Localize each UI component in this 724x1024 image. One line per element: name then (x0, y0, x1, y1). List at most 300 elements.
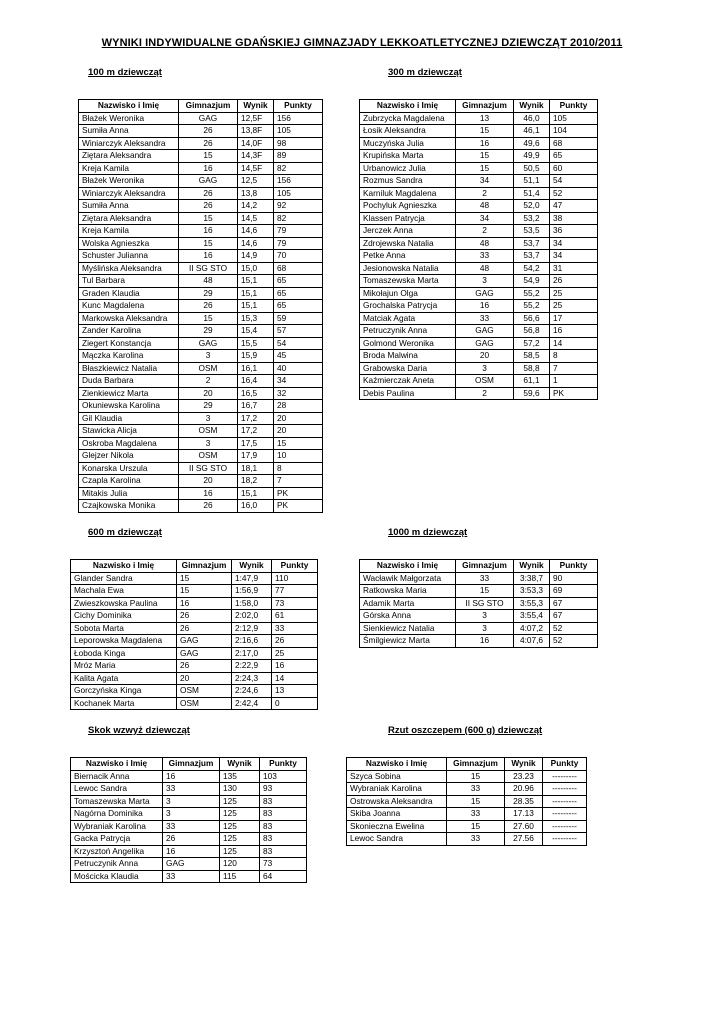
points-cell: 77 (272, 585, 318, 598)
athlete-name-cell: Oskroba Magdalena (79, 437, 179, 450)
table-row (360, 150, 598, 163)
column-header: Punkty (550, 560, 598, 573)
table-row (360, 312, 598, 325)
points-cell: PK (274, 500, 323, 513)
results-table-100m (78, 99, 323, 513)
school-cell: GAG (177, 635, 232, 648)
points-cell: 47 (550, 200, 598, 213)
table-row (360, 597, 598, 610)
school-cell: 16 (456, 300, 514, 313)
result-cell: 4:07,6 (514, 635, 550, 648)
result-cell: 1:58,0 (232, 597, 272, 610)
school-cell: 48 (456, 237, 514, 250)
school-cell: 33 (456, 250, 514, 263)
result-cell: 14,0F (238, 137, 274, 150)
athlete-name-cell: Rozmus Sandra (360, 175, 456, 188)
athlete-name-cell: Błaszkiewicz Natalia (79, 362, 179, 375)
points-cell: 79 (274, 225, 323, 238)
table-row (360, 225, 598, 238)
school-cell: 3 (179, 350, 238, 363)
result-cell: 55,2 (514, 300, 550, 313)
table-header-row (347, 758, 587, 771)
school-cell: 16 (179, 162, 238, 175)
school-cell: 16 (163, 770, 220, 783)
school-cell: 33 (163, 783, 220, 796)
result-cell: 13,8 (238, 187, 274, 200)
table-row (360, 212, 598, 225)
points-cell: 65 (550, 150, 598, 163)
athlete-name-cell: Leporowska Magdalena (71, 635, 177, 648)
points-cell: 10 (274, 450, 323, 463)
athlete-name-cell: Grochalska Patrycja (360, 300, 456, 313)
athlete-name-cell: Golmond Weronika (360, 337, 456, 350)
school-cell: 3 (456, 610, 514, 623)
table-row (71, 770, 307, 783)
athlete-name-cell: Kalita Agata (71, 672, 177, 685)
school-cell: GAG (163, 858, 220, 871)
athlete-name-cell: Markowska Aleksandra (79, 312, 179, 325)
points-cell: 83 (260, 820, 307, 833)
column-header: Punkty (272, 560, 318, 573)
athlete-name-cell: Skonieczna Ewelina (347, 820, 447, 833)
section-title-high-jump: Skok wzwyż dziewcząt (88, 725, 190, 736)
athlete-name-cell: Gorczyńska Kinga (71, 685, 177, 698)
result-cell: 2:16,6 (232, 635, 272, 648)
table-row (79, 275, 323, 288)
school-cell: GAG (456, 325, 514, 338)
result-cell: 2:22,9 (232, 660, 272, 673)
result-cell: 130 (220, 783, 260, 796)
athlete-name-cell: Mościcka Klaudia (71, 870, 163, 883)
school-cell: 26 (179, 500, 238, 513)
result-cell: 28.35 (505, 795, 543, 808)
school-cell: 29 (179, 287, 238, 300)
column-header: Gimnazjum (163, 758, 220, 771)
school-cell: OSM (179, 450, 238, 463)
result-cell: 53,7 (514, 237, 550, 250)
table-row (79, 400, 323, 413)
table-row (360, 262, 598, 275)
result-cell: 2:02,0 (232, 610, 272, 623)
table-row (79, 462, 323, 475)
column-header: Gimnazjum (456, 100, 514, 113)
column-header: Gimnazjum (177, 560, 232, 573)
school-cell: 2 (179, 375, 238, 388)
points-cell: 52 (550, 187, 598, 200)
athlete-name-cell: Tomaszewska Marta (360, 275, 456, 288)
result-cell: 14,9 (238, 250, 274, 263)
school-cell: 16 (456, 137, 514, 150)
result-cell: 125 (220, 808, 260, 821)
table-row (71, 647, 318, 660)
table-row (71, 845, 307, 858)
result-cell: 46,0 (514, 112, 550, 125)
column-header: Gimnazjum (456, 560, 514, 573)
points-cell: 1 (550, 375, 598, 388)
result-cell: 18,2 (238, 475, 274, 488)
result-cell: 12,5 (238, 175, 274, 188)
school-cell: 16 (163, 845, 220, 858)
athlete-name-cell: Mitakis Julia (79, 487, 179, 500)
result-cell: 57,2 (514, 337, 550, 350)
school-cell: GAG (177, 647, 232, 660)
table-row (360, 200, 598, 213)
results-table-high-jump (70, 757, 307, 883)
athlete-name-cell: Broda Malwina (360, 350, 456, 363)
result-cell: 15,1 (238, 287, 274, 300)
result-cell: 125 (220, 820, 260, 833)
points-cell: 52 (550, 622, 598, 635)
school-cell: 3 (456, 275, 514, 288)
points-cell: 25 (550, 287, 598, 300)
column-header: Nazwisko i Imię (79, 100, 179, 113)
table-row (360, 125, 598, 138)
points-cell: 7 (274, 475, 323, 488)
points-cell: 65 (274, 287, 323, 300)
school-cell: 16 (177, 597, 232, 610)
result-cell: 2:24,3 (232, 672, 272, 685)
points-cell: 57 (274, 325, 323, 338)
points-cell: 69 (550, 585, 598, 598)
points-cell: 15 (274, 437, 323, 450)
result-cell: 53,5 (514, 225, 550, 238)
table-row (71, 820, 307, 833)
points-cell: 54 (274, 337, 323, 350)
result-cell: 125 (220, 833, 260, 846)
school-cell: OSM (177, 697, 232, 710)
athlete-name-cell: Matciak Agata (360, 312, 456, 325)
school-cell: 26 (177, 622, 232, 635)
athlete-name-cell: Łosik Aleksandra (360, 125, 456, 138)
athlete-name-cell: Machala Ewa (71, 585, 177, 598)
table-row (79, 225, 323, 238)
athlete-name-cell: Śmilgiewicz Marta (360, 635, 456, 648)
table-row (360, 325, 598, 338)
result-cell: 14,6 (238, 225, 274, 238)
table-row (79, 475, 323, 488)
athlete-name-cell: Wacławik Małgorzata (360, 572, 456, 585)
result-cell: 14,3F (238, 150, 274, 163)
athlete-name-cell: Jesionowska Natalia (360, 262, 456, 275)
result-cell: 15,4 (238, 325, 274, 338)
table-row (347, 795, 587, 808)
athlete-name-cell: Muczyńska Julia (360, 137, 456, 150)
school-cell: 2 (456, 225, 514, 238)
result-cell: 17,2 (238, 412, 274, 425)
points-cell: 54 (550, 175, 598, 188)
school-cell: 16 (179, 250, 238, 263)
athlete-name-cell: Ziegert Konstancja (79, 337, 179, 350)
points-cell: PK (274, 487, 323, 500)
table-row (79, 200, 323, 213)
athlete-name-cell: Karniluk Magdalena (360, 187, 456, 200)
table-row (347, 770, 587, 783)
table-row (360, 337, 598, 350)
athlete-name-cell: Ziętara Aleksandra (79, 212, 179, 225)
points-cell: 38 (550, 212, 598, 225)
athlete-name-cell: Jerczek Anna (360, 225, 456, 238)
table-row (71, 795, 307, 808)
school-cell: 48 (456, 262, 514, 275)
school-cell: 26 (179, 200, 238, 213)
column-header: Gimnazjum (447, 758, 505, 771)
table-row (360, 387, 598, 400)
points-cell: 82 (274, 162, 323, 175)
result-cell: 27.56 (505, 833, 543, 846)
result-cell: 16,5 (238, 387, 274, 400)
result-cell: 125 (220, 795, 260, 808)
result-cell: 58,5 (514, 350, 550, 363)
table-row (360, 137, 598, 150)
athlete-name-cell: Debis Paulina (360, 387, 456, 400)
points-cell: 17 (550, 312, 598, 325)
school-cell: 29 (179, 325, 238, 338)
table-row (347, 833, 587, 846)
school-cell: 13 (456, 112, 514, 125)
result-cell: 16,7 (238, 400, 274, 413)
table-row (360, 275, 598, 288)
table-row (79, 150, 323, 163)
points-cell: 98 (274, 137, 323, 150)
points-cell: 26 (272, 635, 318, 648)
table-row (79, 137, 323, 150)
school-cell: 26 (179, 300, 238, 313)
school-cell: 16 (179, 225, 238, 238)
result-cell: 51,1 (514, 175, 550, 188)
points-cell: 13 (272, 685, 318, 698)
school-cell: 15 (456, 162, 514, 175)
points-cell: 73 (260, 858, 307, 871)
school-cell: OSM (177, 685, 232, 698)
athlete-name-cell: Krupińska Marta (360, 150, 456, 163)
athlete-name-cell: Adamik Marta (360, 597, 456, 610)
result-cell: 2:12,9 (232, 622, 272, 635)
points-cell: 40 (274, 362, 323, 375)
result-cell: 13,8F (238, 125, 274, 138)
table-row (347, 820, 587, 833)
table-row (71, 833, 307, 846)
result-cell: 4:07,2 (514, 622, 550, 635)
athlete-name-cell: Górska Anna (360, 610, 456, 623)
athlete-name-cell: Klassen Patrycja (360, 212, 456, 225)
section-title-100m: 100 m dziewcząt (88, 67, 162, 78)
points-cell: 83 (260, 808, 307, 821)
athlete-name-cell: Sienkiewicz Natalia (360, 622, 456, 635)
table-row (79, 237, 323, 250)
result-cell: 3:53,3 (514, 585, 550, 598)
school-cell: 26 (179, 137, 238, 150)
school-cell: 33 (447, 833, 505, 846)
athlete-name-cell: Zdrojewska Natalia (360, 237, 456, 250)
athlete-name-cell: Gil Klaudia (79, 412, 179, 425)
table-row (79, 450, 323, 463)
table-row (360, 287, 598, 300)
table-row (79, 112, 323, 125)
table-row (79, 125, 323, 138)
points-cell: 156 (274, 175, 323, 188)
athlete-name-cell: Błażek Weronika (79, 175, 179, 188)
points-cell: 73 (272, 597, 318, 610)
school-cell: 33 (163, 820, 220, 833)
school-cell: 26 (179, 187, 238, 200)
school-cell: 20 (456, 350, 514, 363)
athlete-name-cell: Gacka Patrycja (71, 833, 163, 846)
athlete-name-cell: Tul Barbara (79, 275, 179, 288)
result-cell: 120 (220, 858, 260, 871)
result-cell: 17,9 (238, 450, 274, 463)
school-cell: 3 (179, 412, 238, 425)
result-cell: 23.23 (505, 770, 543, 783)
table-header-row (71, 560, 318, 573)
school-cell: 33 (447, 808, 505, 821)
column-header: Nazwisko i Imię (360, 560, 456, 573)
table-row (79, 212, 323, 225)
points-cell: 34 (274, 375, 323, 388)
table-row (71, 858, 307, 871)
athlete-name-cell: Kreja Kamila (79, 225, 179, 238)
table-row (79, 412, 323, 425)
school-cell: 15 (179, 150, 238, 163)
athlete-name-cell: Kaźmierczak Aneta (360, 375, 456, 388)
athlete-name-cell: Wybraniak Karolina (347, 783, 447, 796)
athlete-name-cell: Mróz Maria (71, 660, 177, 673)
school-cell: 15 (179, 212, 238, 225)
table-row (79, 312, 323, 325)
points-cell: 20 (274, 412, 323, 425)
athlete-name-cell: Grabowska Daria (360, 362, 456, 375)
table-row (79, 325, 323, 338)
athlete-name-cell: Duda Barbara (79, 375, 179, 388)
result-cell: 52,0 (514, 200, 550, 213)
column-header: Wynik (232, 560, 272, 573)
points-cell: 79 (274, 237, 323, 250)
points-cell: 70 (274, 250, 323, 263)
result-cell: 54,2 (514, 262, 550, 275)
table-row (360, 350, 598, 363)
page-title: WYNIKI INDYWIDUALNE GDAŃSKIEJ GIMNAZJADY LEKKOATLETYCZNEJ DZIEWCZĄT 2010/2011 (101, 37, 623, 49)
points-cell: 82 (274, 212, 323, 225)
athlete-name-cell: Myślińska Aleksandra (79, 262, 179, 275)
points-cell: 110 (272, 572, 318, 585)
result-cell: 56,6 (514, 312, 550, 325)
school-cell: 33 (456, 572, 514, 585)
school-cell: 26 (179, 125, 238, 138)
result-cell: 16,0 (238, 500, 274, 513)
table-row (79, 487, 323, 500)
points-cell: 25 (550, 300, 598, 313)
school-cell: 16 (179, 487, 238, 500)
school-cell: II SG STO (179, 262, 238, 275)
school-cell: 34 (456, 212, 514, 225)
table-row (360, 572, 598, 585)
column-header: Gimnazjum (179, 100, 238, 113)
points-cell: 14 (550, 337, 598, 350)
table-row (79, 362, 323, 375)
school-cell: 2 (456, 187, 514, 200)
column-header: Wynik (238, 100, 274, 113)
table-row (360, 622, 598, 635)
result-cell: 54,9 (514, 275, 550, 288)
athlete-name-cell: Petruczynik Anna (360, 325, 456, 338)
school-cell: 26 (177, 660, 232, 673)
result-cell: 18,1 (238, 462, 274, 475)
result-cell: 14,5F (238, 162, 274, 175)
result-cell: 15,1 (238, 275, 274, 288)
table-row (71, 672, 318, 685)
points-cell: 7 (550, 362, 598, 375)
athlete-name-cell: Stawicka Alicja (79, 425, 179, 438)
athlete-name-cell: Okuniewska Karolina (79, 400, 179, 413)
table-row (79, 500, 323, 513)
points-cell: 83 (260, 795, 307, 808)
points-cell: 67 (550, 597, 598, 610)
table-row (79, 187, 323, 200)
athlete-name-cell: Petke Anna (360, 250, 456, 263)
school-cell: 33 (456, 312, 514, 325)
points-cell: 65 (274, 300, 323, 313)
table-row (360, 175, 598, 188)
table-row (71, 585, 318, 598)
table-row (360, 585, 598, 598)
points-cell: 83 (260, 833, 307, 846)
table-header-row (360, 560, 598, 573)
result-cell: 15,1 (238, 487, 274, 500)
table-row (71, 610, 318, 623)
table-row (79, 425, 323, 438)
points-cell: 20 (274, 425, 323, 438)
school-cell: 15 (179, 237, 238, 250)
result-cell: 51,4 (514, 187, 550, 200)
column-header: Punkty (274, 100, 323, 113)
school-cell: II SG STO (456, 597, 514, 610)
athlete-name-cell: Biernacik Anna (71, 770, 163, 783)
school-cell: 15 (456, 150, 514, 163)
points-cell: 89 (274, 150, 323, 163)
result-cell: 15,1 (238, 300, 274, 313)
athlete-name-cell: Mączka Karolina (79, 350, 179, 363)
result-cell: 53,7 (514, 250, 550, 263)
athlete-name-cell: Kochanek Marta (71, 697, 177, 710)
points-cell: --------- (543, 808, 587, 821)
points-cell: 104 (550, 125, 598, 138)
points-cell: --------- (543, 833, 587, 846)
points-cell: 52 (550, 635, 598, 648)
table-row (360, 362, 598, 375)
table-row (79, 437, 323, 450)
section-title-600m: 600 m dziewcząt (88, 527, 162, 538)
points-cell: 83 (260, 845, 307, 858)
school-cell: 26 (177, 610, 232, 623)
athlete-name-cell: Zander Karolina (79, 325, 179, 338)
athlete-name-cell: Ratkowska Maria (360, 585, 456, 598)
result-cell: 50,5 (514, 162, 550, 175)
result-cell: 115 (220, 870, 260, 883)
column-header: Punkty (260, 758, 307, 771)
points-cell: 34 (550, 237, 598, 250)
athlete-name-cell: Wolska Agnieszka (79, 237, 179, 250)
result-cell: 15,0 (238, 262, 274, 275)
column-header: Nazwisko i Imię (347, 758, 447, 771)
result-cell: 20.96 (505, 783, 543, 796)
section-title-javelin: Rzut oszczepem (600 g) dziewcząt (388, 725, 543, 736)
school-cell: 3 (163, 795, 220, 808)
table-row (71, 660, 318, 673)
result-cell: 3:38,7 (514, 572, 550, 585)
school-cell: 3 (179, 437, 238, 450)
points-cell: 33 (272, 622, 318, 635)
school-cell: 16 (456, 635, 514, 648)
athlete-name-cell: Zienkiewicz Marta (79, 387, 179, 400)
